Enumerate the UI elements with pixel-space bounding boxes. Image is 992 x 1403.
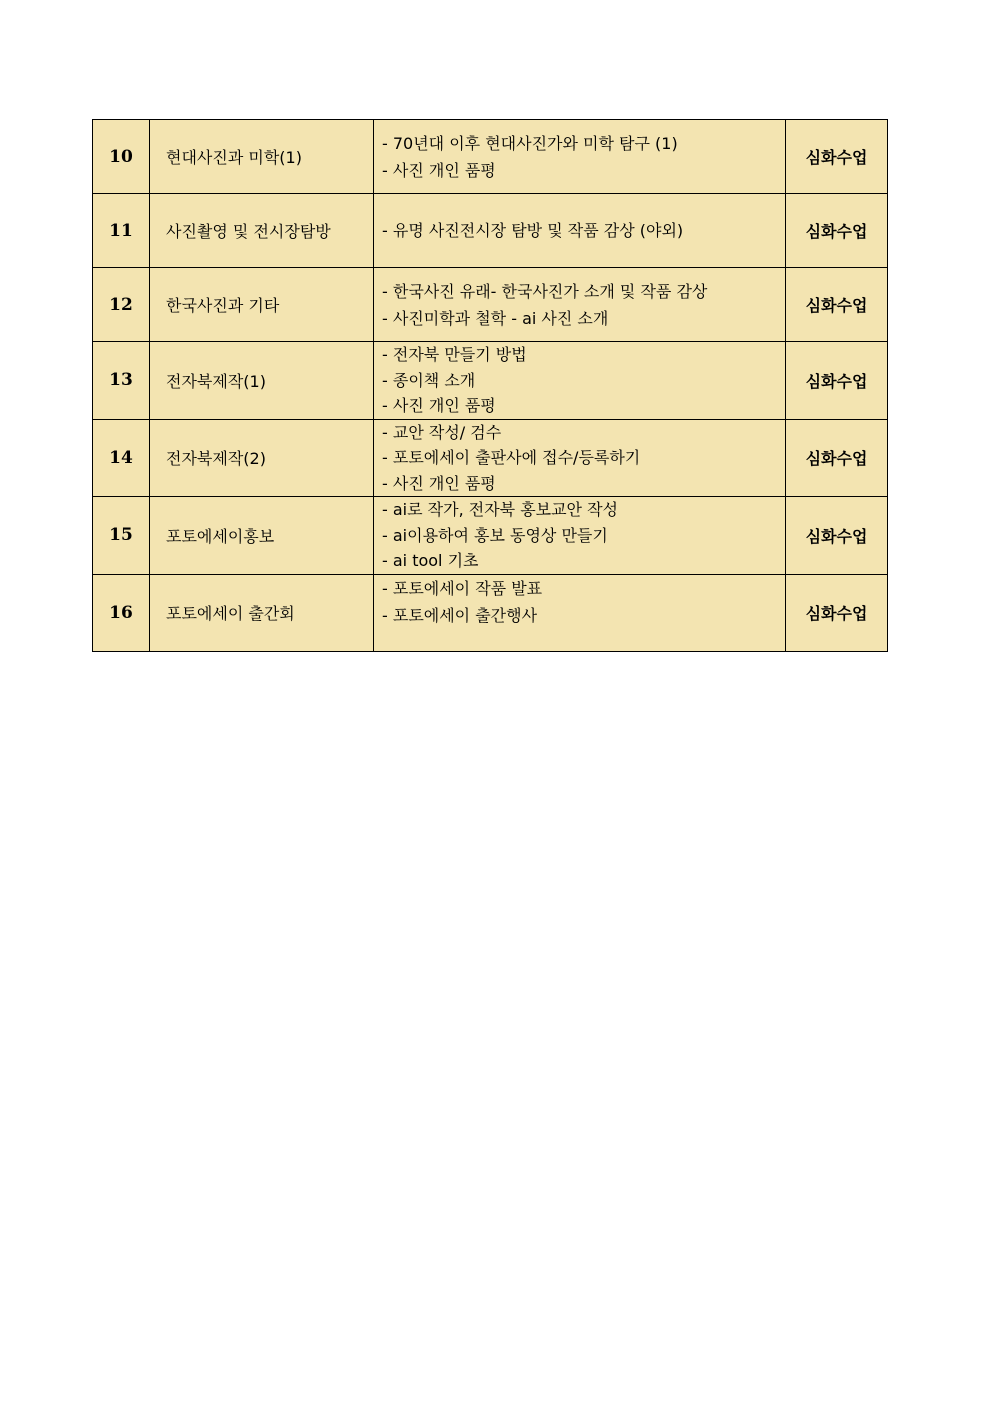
week-number: 11 [93,194,150,268]
content-line: - 70년대 이후 현대사진가와 미학 탐구 (1) [382,133,678,153]
content-line: - ai이용하여 홍보 동영상 만들기 [382,525,608,545]
content-line: - 유명 사진전시장 탐방 및 작품 감상 (야외) [382,221,684,240]
session-title: 포토에세이홍보 [150,497,374,575]
session-title: 전자북제작(2) [150,419,374,497]
week-number: 10 [93,120,150,194]
session-content [374,268,786,342]
week-number: 14 [93,419,150,497]
session-title: 포토에세이 출간회 [150,574,374,651]
session-type: 심화수업 [786,497,888,575]
table-row [93,342,888,420]
session-title: 현대사진과 미학(1) [150,120,374,194]
session-title: 사진촬영 및 전시장탐방 [150,194,374,268]
content-line: - 사진 개인 품평 [382,160,496,180]
table-row [93,419,888,497]
content-line: - 종이책 소개 [382,370,476,390]
week-number: 16 [93,574,150,651]
table-row [93,497,888,575]
curriculum-table [92,119,888,652]
session-type: 심화수업 [786,120,888,194]
content-line: - 사진 개인 품평 [382,396,496,415]
table-row [93,194,888,268]
content-line: - 교안 작성/ 검수 [382,422,502,442]
content-line: - ai로 작가, 전자북 홍보교안 작성 [382,500,619,519]
week-number: 12 [93,268,150,342]
session-type: 심화수업 [786,342,888,420]
session-content [374,574,786,651]
table-row [93,574,888,651]
session-content [374,497,786,575]
content-line: - 포토에세이 출간행사 [382,605,538,625]
table-row [93,268,888,342]
content-line: - 포토에세이 출판사에 접수/등록하기 [382,448,641,467]
session-content [374,419,786,497]
session-type: 심화수업 [786,194,888,268]
content-line: - 포토에세이 작품 발표 [382,578,543,598]
session-type: 심화수업 [786,268,888,342]
content-line: - 사진미학과 철학 - ai 사진 소개 [382,308,609,328]
content-line: - ai tool 기초 [382,551,479,570]
content-line: - 사진 개인 품평 [382,473,496,493]
week-number: 13 [93,342,150,420]
content-line: - 한국사진 유래- 한국사진가 소개 및 작품 감상 [382,281,708,301]
session-content [374,342,786,420]
session-type: 심화수업 [786,574,888,651]
content-line: - 전자북 만들기 방법 [382,345,527,364]
session-type: 심화수업 [786,419,888,497]
week-number: 15 [93,497,150,575]
table-row [93,120,888,194]
session-title: 한국사진과 기타 [150,268,374,342]
session-title: 전자북제작(1) [150,342,374,420]
session-content [374,120,786,194]
session-content [374,194,786,268]
